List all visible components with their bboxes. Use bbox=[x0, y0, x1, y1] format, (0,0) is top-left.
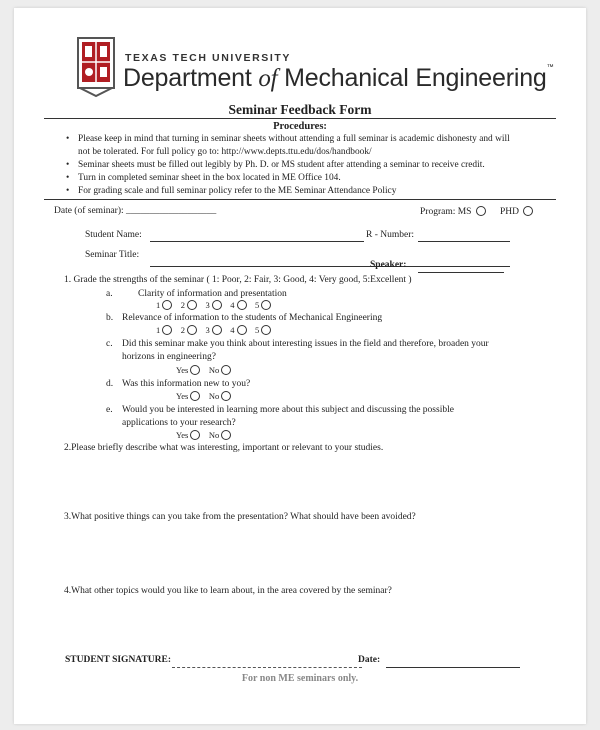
rating-4-radio[interactable] bbox=[237, 300, 247, 310]
yes-no-1c: Yes No bbox=[176, 365, 231, 375]
procedure-line: Please keep in mind that turning in seminar sheets without attending a full seminar is academic dishonesty and will bbox=[78, 134, 510, 144]
date-of-seminar-field[interactable]: Date (of seminar): ___________________ bbox=[54, 206, 217, 216]
rating-1-radio[interactable] bbox=[162, 325, 172, 335]
rating-3-radio[interactable] bbox=[212, 300, 222, 310]
procedure-line: Turn in completed seminar sheet in the box located in ME Office 104. bbox=[78, 173, 341, 183]
question-1d-text: Was this information new to you? bbox=[122, 379, 251, 389]
signature-input[interactable] bbox=[172, 667, 362, 668]
question-1e-text-cont: applications to your research? bbox=[122, 418, 236, 428]
question-1b-letter: b. bbox=[106, 313, 114, 323]
seminar-title-input[interactable] bbox=[150, 266, 510, 267]
question-3-answer-area[interactable] bbox=[64, 527, 534, 577]
texas-tech-seal-icon bbox=[76, 36, 116, 98]
divider bbox=[44, 199, 556, 200]
footer-note: For non ME seminars only. bbox=[241, 673, 359, 684]
question-2-text: 2.Please briefly describe what was interesting, important or relevant to your studies. bbox=[64, 443, 384, 453]
signature-date-label: Date: bbox=[358, 655, 381, 665]
procedure-line: For grading scale and full seminar policy refer to the ME Seminar Attendance Policy bbox=[78, 186, 397, 196]
procedure-bullet: • bbox=[66, 173, 70, 183]
question-1e-letter: e. bbox=[106, 405, 113, 415]
question-4-answer-area[interactable] bbox=[64, 601, 534, 651]
r-number-input[interactable] bbox=[418, 241, 510, 242]
question-1b-text: Relevance of information to the students of Mechanical Engineering bbox=[122, 313, 383, 323]
seminar-title-label: Seminar Title: bbox=[85, 250, 140, 260]
rating-4-radio[interactable] bbox=[237, 325, 247, 335]
divider bbox=[44, 118, 556, 119]
signature-date-input[interactable] bbox=[386, 667, 520, 668]
form-page bbox=[14, 8, 586, 724]
rating-3-radio[interactable] bbox=[212, 325, 222, 335]
program-ms-radio[interactable] bbox=[476, 206, 486, 216]
program-phd-radio[interactable] bbox=[523, 206, 533, 216]
rating-scale-1b: 1 2 3 4 5 bbox=[156, 325, 271, 335]
procedure-bullet: • bbox=[66, 134, 70, 144]
no-radio[interactable] bbox=[221, 391, 231, 401]
rating-5-radio[interactable] bbox=[261, 325, 271, 335]
no-radio[interactable] bbox=[221, 365, 231, 375]
yes-no-1e: Yes No bbox=[176, 430, 231, 440]
form-title: Seminar Feedback Form bbox=[228, 102, 372, 117]
procedure-bullet: • bbox=[66, 160, 70, 170]
procedure-line: Seminar sheets must be filled out legibly by Ph. D. or MS student after attending a seminar to receive credit. bbox=[78, 160, 485, 170]
question-1a-text: Clarity of information and presentation bbox=[138, 289, 287, 299]
rating-1-radio[interactable] bbox=[162, 300, 172, 310]
question-1c-text: Did this seminar make you think about interesting issues in the field and therefore, broaden your bbox=[122, 339, 489, 349]
question-3-text: 3.What positive things can you take from the presentation? What should have been avoided? bbox=[64, 512, 416, 522]
rating-scale-1a: 1 2 3 4 5 bbox=[156, 300, 271, 310]
department-name: Department of Mechanical Engineering™ bbox=[123, 64, 554, 92]
question-1c-letter: c. bbox=[106, 339, 113, 349]
student-name-label: Student Name: bbox=[85, 230, 142, 240]
rating-5-radio[interactable] bbox=[261, 300, 271, 310]
r-number-label: R - Number: bbox=[366, 230, 415, 240]
question-2-answer-area[interactable] bbox=[64, 458, 534, 508]
question-1e-text: Would you be interested in learning more about this subject and discussing the possible bbox=[122, 405, 454, 415]
yes-radio[interactable] bbox=[190, 430, 200, 440]
question-1a-letter: a. bbox=[106, 289, 113, 299]
student-name-input[interactable] bbox=[150, 241, 364, 242]
procedure-bullet: • bbox=[66, 186, 70, 196]
question-1c-text-cont: horizons in engineering? bbox=[122, 352, 216, 362]
no-radio[interactable] bbox=[221, 430, 231, 440]
phd-label: PHD bbox=[500, 206, 533, 217]
speaker-input[interactable] bbox=[418, 272, 504, 273]
question-1d-letter: d. bbox=[106, 379, 114, 389]
question-4-text: 4.What other topics would you like to learn about, in the area covered by the seminar? bbox=[64, 586, 392, 596]
speaker-label: Speaker: bbox=[370, 260, 407, 270]
university-name: TEXAS TECH UNIVERSITY bbox=[125, 52, 292, 64]
procedure-line: not be tolerated. For full policy go to: http://www.depts.ttu.edu/dos/handbook/ bbox=[78, 147, 372, 157]
rating-2-radio[interactable] bbox=[187, 325, 197, 335]
yes-radio[interactable] bbox=[190, 391, 200, 401]
program-label: Program: MS bbox=[420, 206, 486, 217]
rating-2-radio[interactable] bbox=[187, 300, 197, 310]
question-1-text: 1. Grade the strengths of the seminar ( 1: Poor, 2: Fair, 3: Good, 4: Very good, 5:Excellent ) bbox=[64, 275, 412, 285]
signature-label: STUDENT SIGNATURE: bbox=[65, 655, 172, 665]
yes-no-1d: Yes No bbox=[176, 391, 231, 401]
yes-radio[interactable] bbox=[190, 365, 200, 375]
procedures-title: Procedures: bbox=[273, 121, 327, 132]
